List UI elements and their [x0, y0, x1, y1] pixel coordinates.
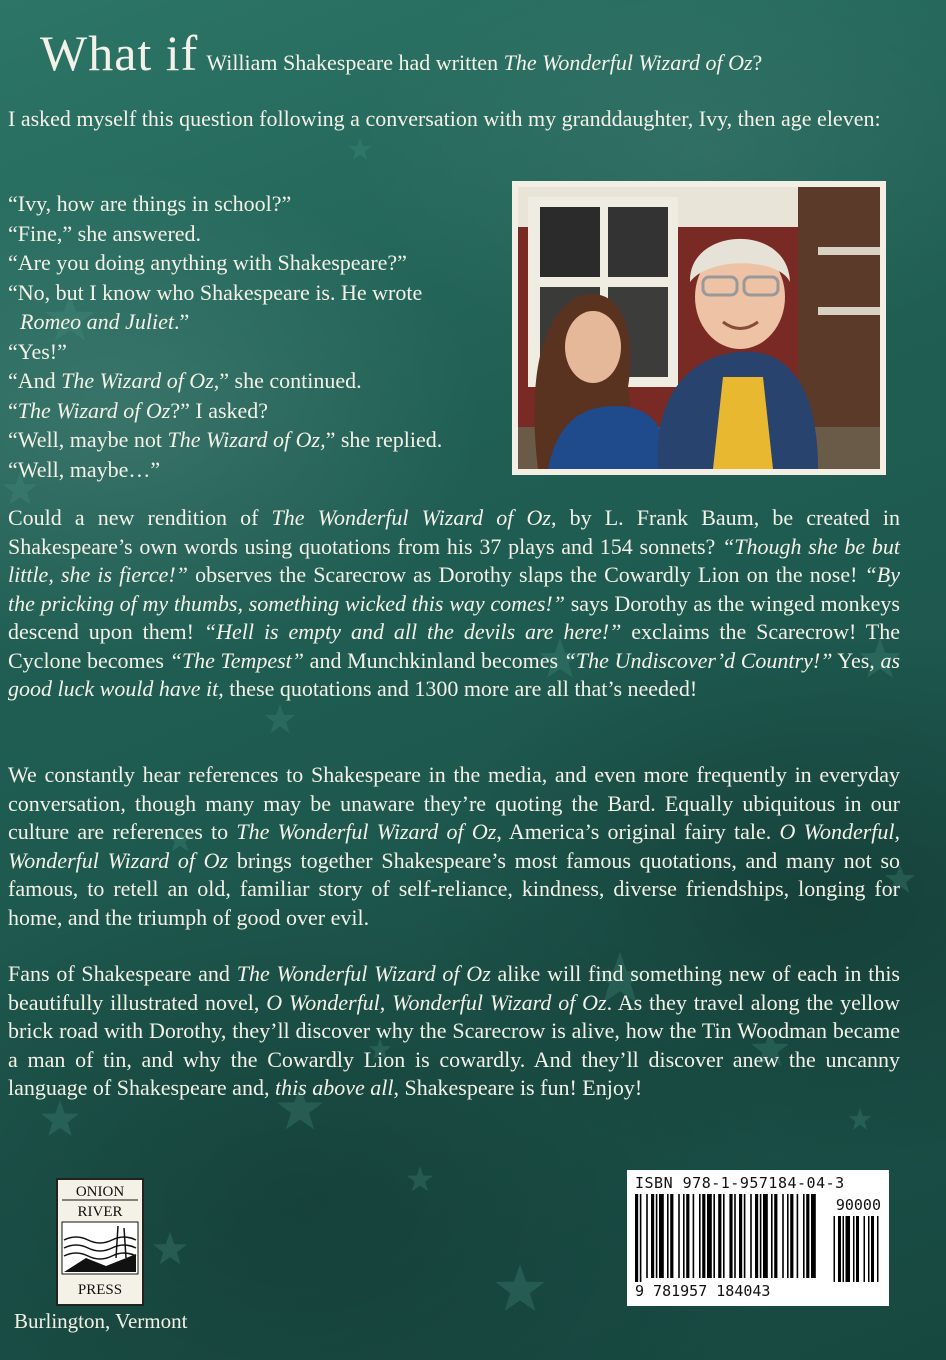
- para-text: Could a new rendition of: [8, 505, 272, 530]
- barcode-bar: [771, 1194, 773, 1278]
- publisher-line-1: ONION: [75, 1184, 125, 1200]
- barcode-bar: [750, 1194, 752, 1278]
- publisher-city: Burlington, Vermont: [14, 1309, 188, 1333]
- barcode-bar: [787, 1194, 789, 1278]
- barcode-bar: [877, 1216, 879, 1282]
- barcode-bar: [856, 1216, 859, 1282]
- barcode-bar: [693, 1194, 695, 1278]
- para-text: brings together Shakespeare’s most famous quotations, and many not so famous, to retell an old, familiar story of self-reliance, kindness, diverse friendships, longing for home, and the triumph of good over evil.: [8, 847, 901, 930]
- headline: [40, 24, 762, 82]
- description-paragraph-2: [8, 761, 900, 932]
- dialogue-italic: The Wizard of Oz: [17, 397, 171, 423]
- barcode-bar: [843, 1216, 845, 1282]
- barcode-bar: [635, 1194, 638, 1282]
- para-italic: O Wonderful, Wonderful Wizard of Oz: [266, 989, 607, 1015]
- barcode-bar: [763, 1194, 768, 1278]
- headline-end: ?: [752, 50, 763, 75]
- barcode-bar: [755, 1194, 758, 1278]
- barcode-bar: [868, 1216, 870, 1282]
- para-text: and Munchkinland becomes: [304, 647, 564, 673]
- barcode-bar: [723, 1194, 725, 1278]
- dialogue-line: [8, 307, 508, 337]
- dialogue-text: “Well, maybe not: [8, 427, 168, 452]
- para-text: , Shakespeare is fun! Enjoy!: [393, 1075, 643, 1100]
- dialogue-italic: The Wizard of Oz: [61, 368, 214, 393]
- headline-what-if: What if: [40, 25, 199, 81]
- barcode-bar: [782, 1194, 784, 1278]
- barcode-bar: [790, 1194, 793, 1278]
- para-text: observes the Scarecrow as Dorothy slaps the Cowardly Lion on the nose!: [188, 562, 865, 587]
- dialogue: [8, 189, 508, 484]
- para-italic: “By the pricking of my thumbs, something wicked this way comes!”: [8, 562, 900, 616]
- barcode-bar: [744, 1194, 746, 1278]
- barcode-bar: [806, 1194, 809, 1278]
- para-text: Fans of Shakespeare and: [8, 961, 237, 986]
- headline-question: [206, 50, 762, 75]
- para-text: , America’s original fairy tale.: [496, 819, 780, 844]
- barcode-bar: [739, 1194, 742, 1278]
- para-italic: The Wonderful Wizard of Oz: [271, 505, 551, 530]
- barcode-bar: [651, 1194, 654, 1278]
- barcode-bar: [699, 1194, 701, 1278]
- dialogue-text: “And: [8, 368, 62, 393]
- price-code: 90000: [835, 1196, 881, 1214]
- para-italic: The Wonderful Wizard of Oz: [236, 819, 497, 844]
- para-text: exclaims the Scarecrow! The Cyclone becomes: [8, 619, 901, 673]
- para-text: alike will find something new of each in this beautifully illustrated novel,: [8, 961, 900, 1015]
- barcode-bar: [713, 1194, 715, 1278]
- para-italic: “The Tempest”: [169, 647, 305, 673]
- barcode-bar: [678, 1194, 680, 1278]
- para-italic: O Wonderful, Wonderful Wizard of Oz: [8, 819, 901, 873]
- para-italic: “Though she be but little, she is fierce!”: [8, 533, 900, 587]
- barcode-bars: [633, 1194, 883, 1282]
- headline-book-title: The Wonderful Wizard of Oz: [503, 50, 753, 75]
- dialogue-text: ?” I asked?: [170, 397, 269, 423]
- dialogue-text: “: [8, 397, 18, 423]
- barcode-bar: [683, 1194, 685, 1278]
- barcode-bar: [686, 1194, 689, 1278]
- para-italic: The Wonderful Wizard of Oz: [236, 961, 491, 986]
- dialogue-text: ” she replied.: [325, 427, 443, 452]
- barcode-bar: [803, 1194, 805, 1278]
- barcode-bar: [729, 1194, 732, 1278]
- barcode-bar: [838, 1216, 841, 1282]
- barcode-bar: [864, 1216, 866, 1282]
- barcode-bar: [670, 1194, 673, 1278]
- para-italic: “Hell is empty and all the devils are here!”: [203, 619, 622, 644]
- barcode-bar: [774, 1194, 777, 1278]
- barcode-bar: [646, 1194, 648, 1278]
- barcode-bar: [656, 1194, 658, 1278]
- barcode-bar: [797, 1194, 799, 1278]
- barcode-bar: [834, 1216, 836, 1282]
- description-paragraph-3: [8, 960, 900, 1103]
- dialogue-line: “Are you doing anything with Shakespeare?”: [8, 250, 407, 275]
- dialogue-italic: Romeo and Juliet: [20, 309, 174, 334]
- barcode-digits: 9 781957 184043: [635, 1282, 771, 1300]
- barcode-bar: [846, 1216, 851, 1282]
- barcode-bar: [640, 1194, 642, 1282]
- barcode-bar: [871, 1216, 874, 1282]
- publisher-line-2: RIVER: [77, 1204, 123, 1220]
- para-text: , these quotations and 1300 more are all that’s needed!: [218, 676, 698, 701]
- barcode-bar: [734, 1194, 736, 1278]
- publisher-line-3: PRESS: [77, 1282, 123, 1298]
- headline-text: William Shakespeare had written: [206, 50, 504, 75]
- publisher-logo: [56, 1178, 144, 1306]
- para-text: , by L. Frank Baum, be created in Shakespeare’s own words using quotations from his 37 plays and 154 sonnets?: [8, 505, 900, 559]
- author-photo: [518, 187, 880, 469]
- para-text: Yes,: [832, 647, 881, 673]
- barcode-bar: [811, 1194, 816, 1278]
- barcode-bar: [760, 1194, 762, 1278]
- dialogue-line: “Fine,” she answered.: [8, 220, 202, 246]
- barcode-bar: [667, 1194, 669, 1278]
- dialogue-line: “Well, maybe…”: [8, 456, 161, 482]
- barcode-bar: [659, 1194, 664, 1278]
- dialogue-text: .”: [173, 309, 190, 334]
- para-italic: “The Undiscover’d Country!”: [563, 647, 833, 673]
- description-paragraph-1: [8, 504, 900, 704]
- barcode-bar: [718, 1194, 721, 1278]
- dialogue-line: “No, but I know who Shakespeare is. He wrote: [8, 279, 423, 305]
- dialogue-line: [8, 366, 508, 396]
- para-text: We constantly hear references to Shakespeare in the media, and even more frequently in everyday conversation, though many may be unaware they’re quoting the Bard. Equally ubiquitous in our culture are references to: [8, 762, 900, 844]
- para-text: . As they travel along the yellow brick road with Dorothy, they’ll discover why the Scarecrow is alive, how the Tin Woodman became a man of tin, and why the Cowardly Lion is cowardly. And they’ll discover anew the uncanny language of Shakespeare and,: [8, 989, 901, 1100]
- barcode-bar: [702, 1194, 705, 1278]
- barcode-bar: [853, 1216, 855, 1282]
- intro-paragraph: I asked myself this question following a conversation with my granddaughter, Ivy, then age eleven:: [8, 106, 881, 131]
- dialogue-text: ,” she continued.: [213, 368, 362, 393]
- barcode-bar: [707, 1194, 712, 1278]
- para-text: says Dorothy as the winged monkeys descend upon them!: [8, 590, 900, 644]
- dialogue-line: [8, 425, 508, 455]
- author-photo-frame: [512, 181, 886, 475]
- dialogue-italic: The Wizard of Oz,: [167, 427, 326, 452]
- para-italic: this above all: [274, 1075, 394, 1100]
- dialogue-line: [8, 396, 508, 426]
- para-italic: as good luck would have it: [8, 647, 900, 701]
- dialogue-line: “Ivy, how are things in school?”: [8, 191, 292, 216]
- isbn-number: ISBN 978-1-957184-04-3: [635, 1174, 845, 1192]
- isbn-barcode: [627, 1170, 889, 1306]
- dialogue-line: “Yes!”: [8, 338, 67, 364]
